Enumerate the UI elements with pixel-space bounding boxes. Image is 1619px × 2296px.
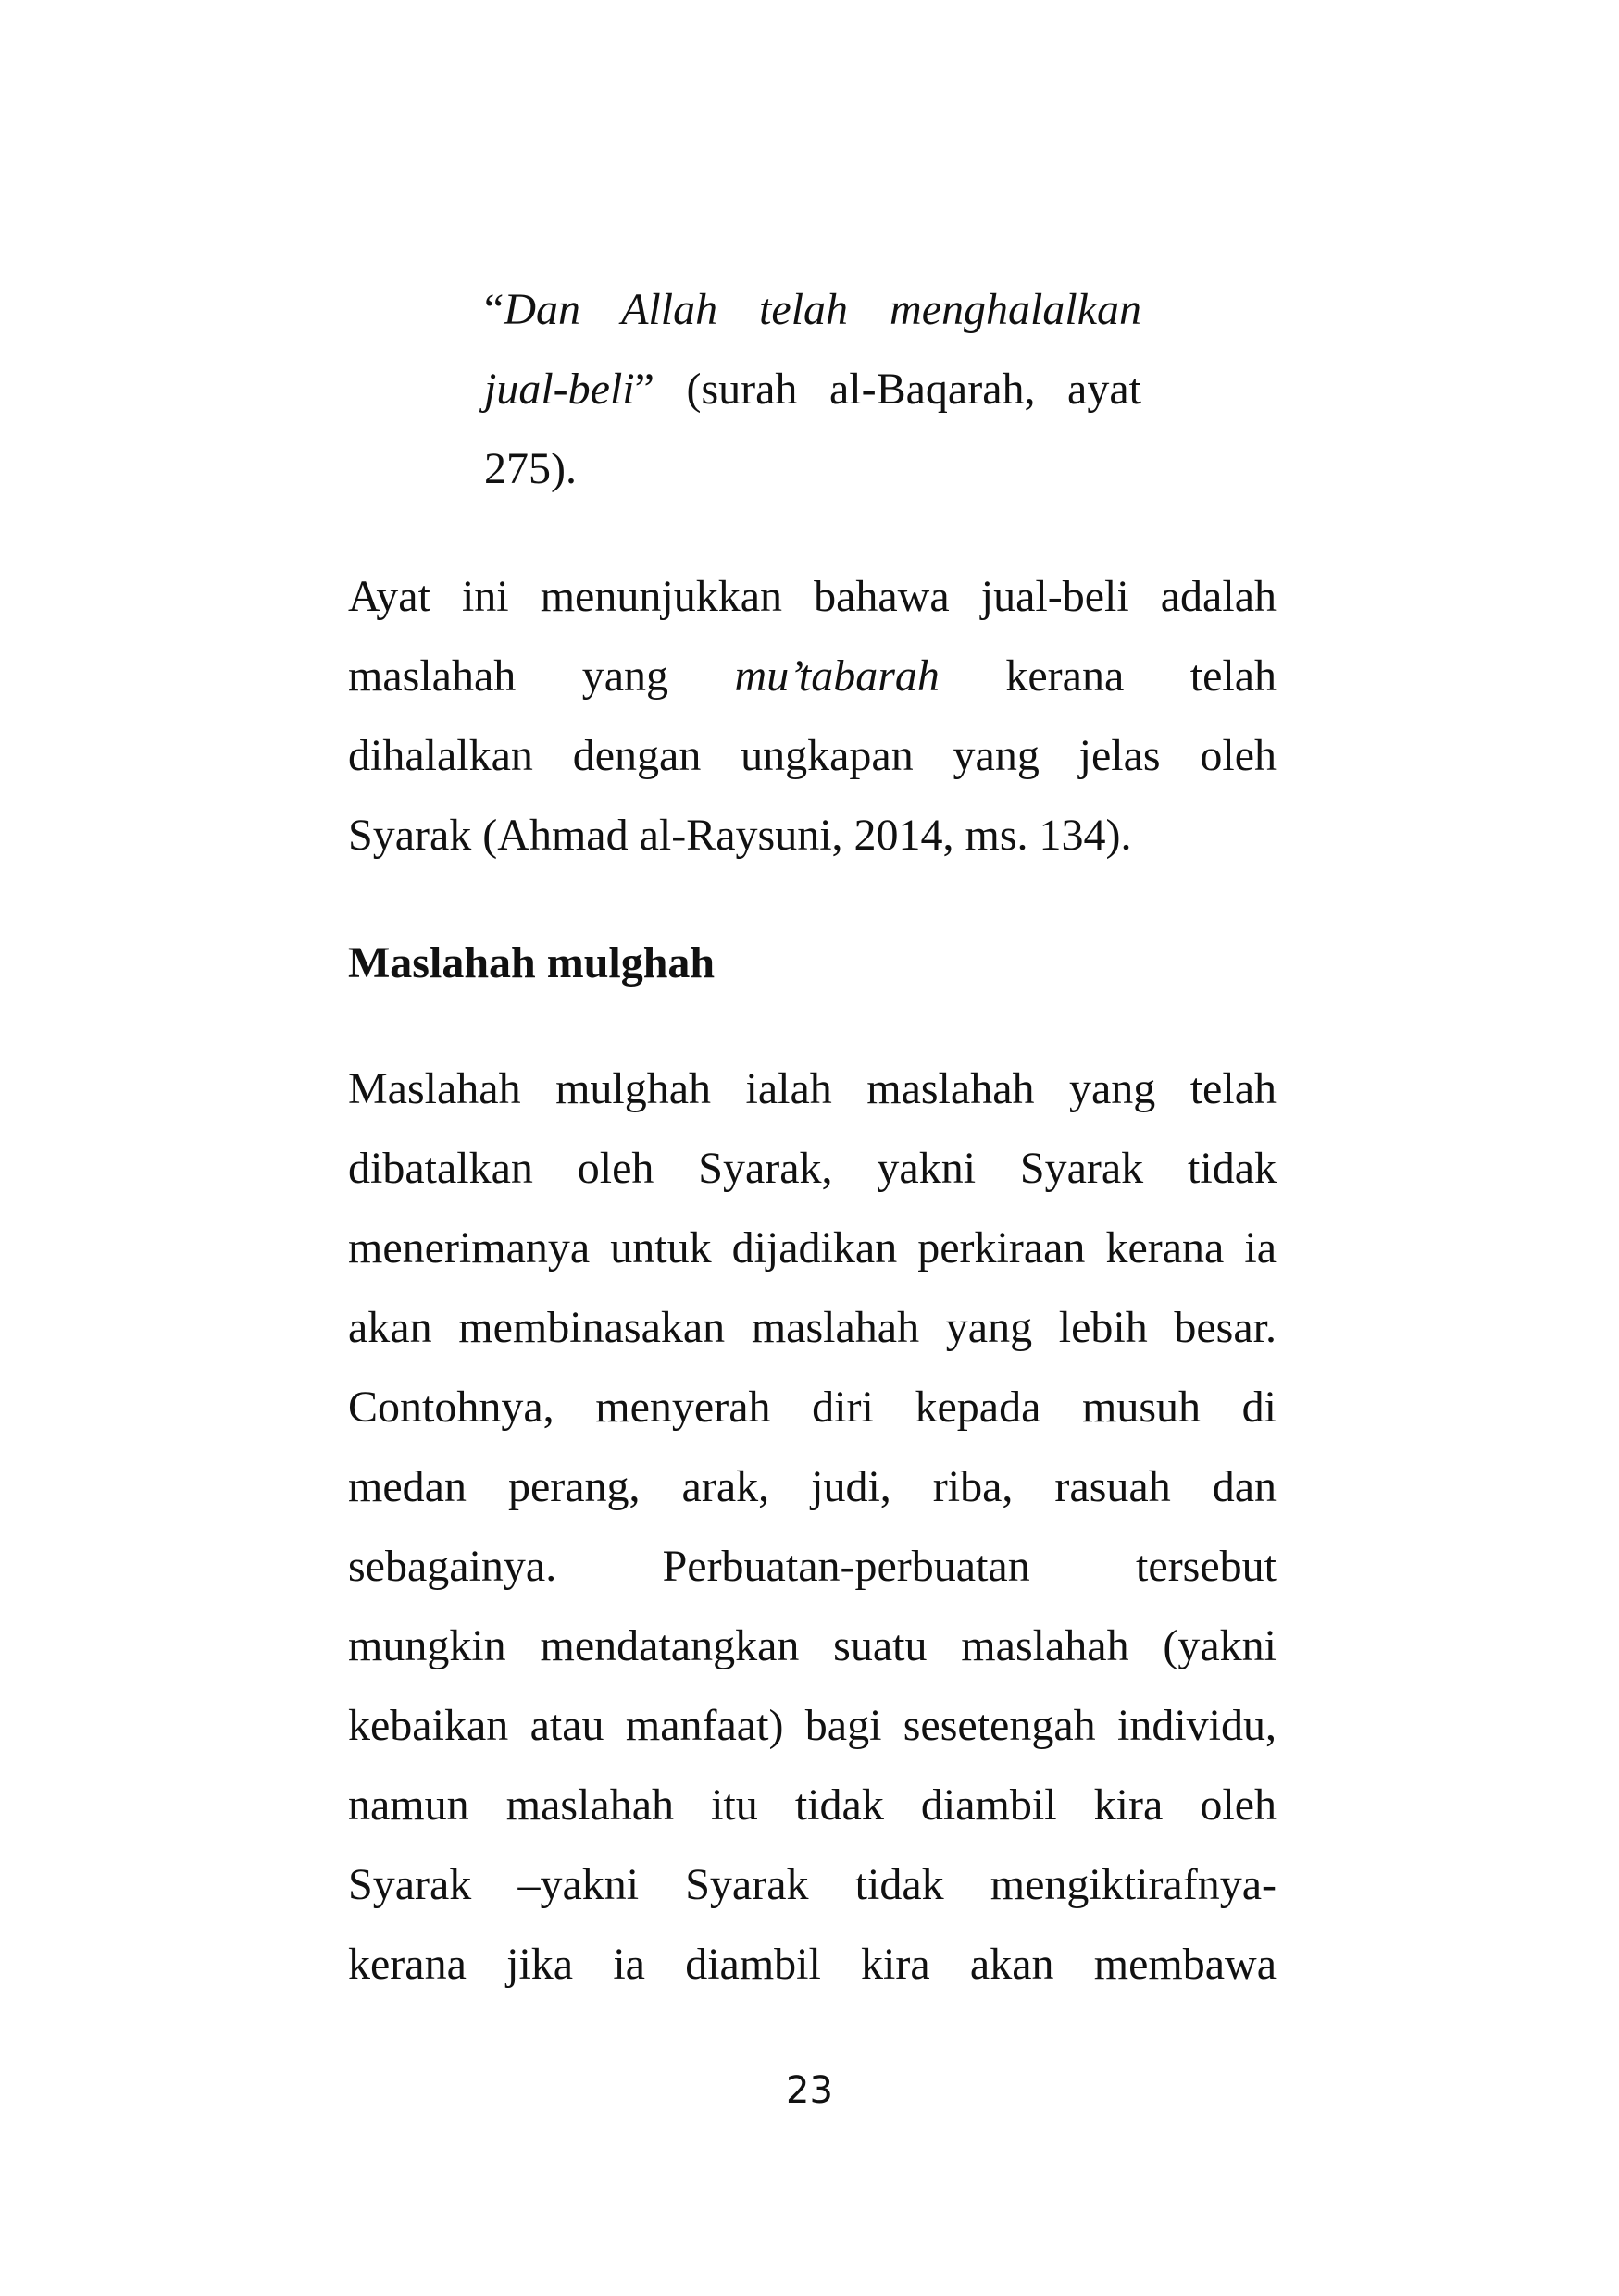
italic-term: mu’tabarah [734,652,940,701]
page-number: 23 [786,2069,833,2112]
paragraph-1-line-2-post: kerana telah [1005,652,1277,701]
paragraph-2-line: namun maslahah itu tidak diambil kira oleh [348,1781,1277,1830]
paragraph-2-line: dibatalkan oleh Syarak, yakni Syarak tidak [348,1144,1277,1193]
paragraph-2-line: Maslahah mulghah ialah maslahah yang telah [348,1064,1277,1113]
paragraph-1-line-3: dihalalkan dengan ungkapan yang jelas oleh [348,731,1277,780]
paragraph-2-line: kerana jika ia diambil kira akan membawa [348,1940,1277,1989]
quote-citation: ” (surah al-Baqarah, ayat [634,365,1141,414]
paragraph-2-line: Contohnya, menyerah diri kepada musuh di [348,1383,1277,1432]
quote-line-1 [484,270,1141,350]
paragraph-2-line: kebaikan atau manfaat) bagi sesetengah individu, [348,1701,1277,1750]
paragraph-1-line-4: Syarak (Ahmad al-Raysuni, 2014, ms. 134). [348,811,1132,860]
quote-italic-text-2: jual-beli [484,365,635,414]
open-quote-mark: “ [484,285,504,334]
section-heading: Maslahah mulghah [348,938,716,987]
quran-quote [484,270,1141,509]
paragraph-2-line: medan perang, arak, judi, riba, rasuah dan [348,1462,1277,1511]
paragraph-2-line: sebagainya. Perbuatan-perbuatan tersebut [348,1542,1277,1591]
quote-line-2 [484,350,1141,429]
paragraph-2-line: akan membinasakan maslahah yang lebih besar. [348,1303,1277,1352]
paragraph-1-line-1: Ayat ini menunjukkan bahawa jual-beli adalah [348,572,1277,621]
paragraph-1-line-2-pre: maslahah yang [348,652,669,701]
paragraph-1 [348,557,1277,875]
paragraph-2-line: Syarak –yakni Syarak tidak mengiktirafnya- [348,1860,1277,1909]
paragraph-2-line: menerimanya untuk dijadikan perkiraan kerana ia [348,1223,1277,1272]
quote-line-3: 275). [484,444,577,493]
quote-italic-text-1: Dan Allah telah menghalalkan [504,285,1141,334]
paragraph-2-line: mungkin mendatangkan suatu maslahah (yakni [348,1621,1277,1670]
paragraph-1-line-2 [348,637,1277,716]
paragraph-2 [348,1049,1277,2004]
